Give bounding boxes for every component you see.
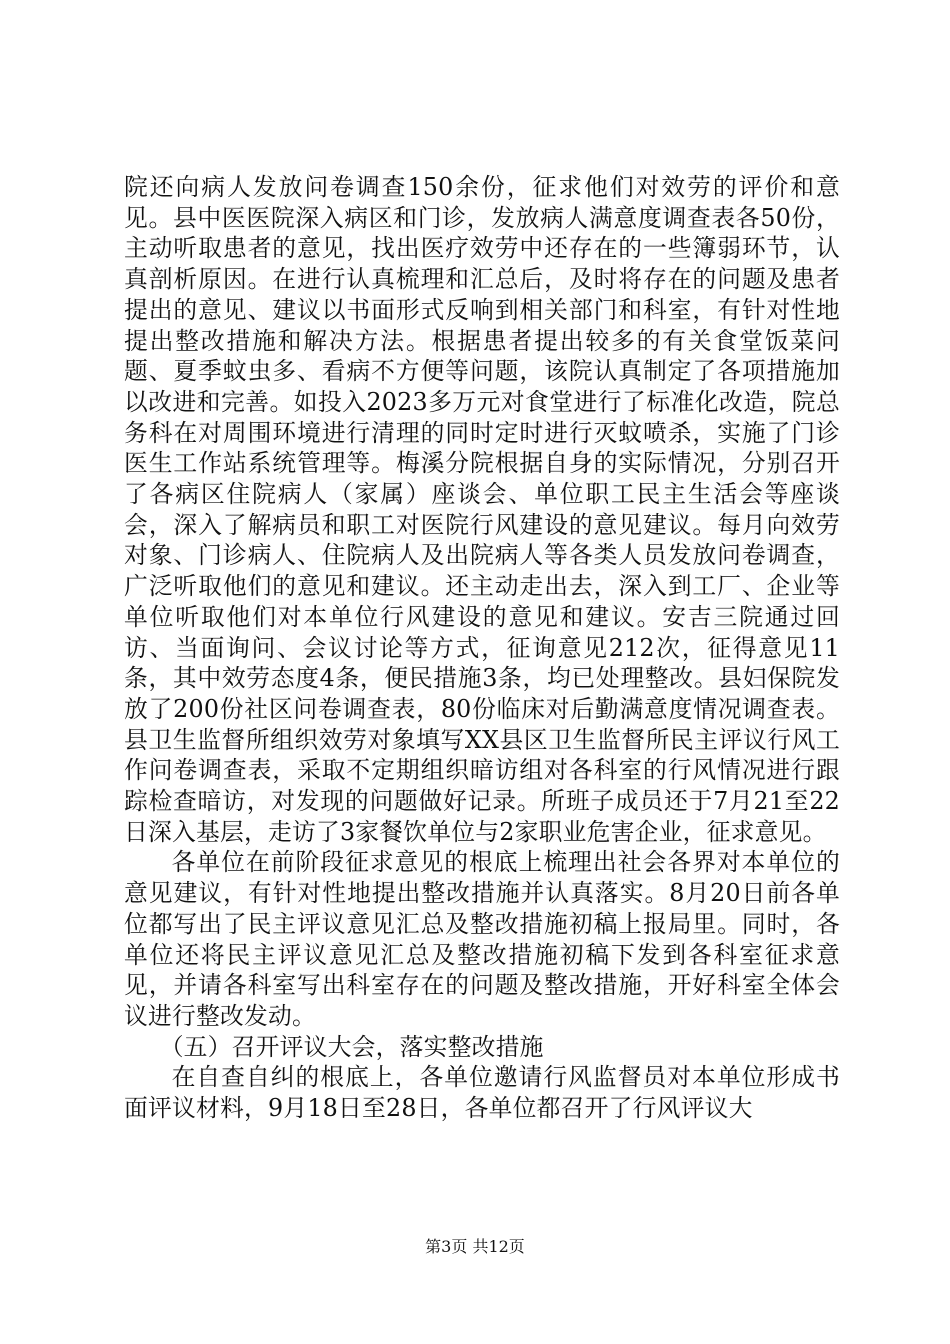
paragraph-hospital-surveys: 院还向病人发放问卷调查150余份，征求他们对效劳的评价和意见。县中医医院深入病区和门诊，发放病人满意度调查表各50份，主动听取患者的意见，找出医疗效劳中还存在的一些簿弱环节，认真剖析原因。在进行认真梳理和汇总后，及时将存在的问题及患者提出的意见、建议以书面形式反响到相关部门和科室，有针对性地提出整改措施和解决方法。根据患者提出较多的有关食堂饭菜问题、夏季蚊虫多、看病不方便等问题，该院认真制定了各项措施加以改进和完善。如投入2023多万元对食堂进行了标准化改造，院总务科在对周围环境进行清理的同时定时进行灭蚊喷杀，实施了门诊医生工作站系统管理等。梅溪分院根据自身的实际情况，分别召开了各病区住院病人（家属）座谈会、单位职工民主生活会等座谈会，深入了解病员和职工对医院行风建设的意见建议。每月向效劳对象、门诊病人、住院病人及出院病人等各类人员发放问卷调查，广泛听取他们的意见和建议。还主动走出去，深入到工厂、企业等单位听取他们对本单位行风建设的意见和建议。安吉三院通过回访、当面询问、会议讨论等方式，征询意见212次，征得意见11条，其中效劳态度4条，便民措施3条，均已处理整改。县妇保院发放了200份社区问卷调查表，80份临床对后勤满意度情况调查表。县卫生监督所组织效劳对象填写XX县区卫生监督所民主评议行风工作问卷调查表，采取不定期组织暗访组对各科室的行风情况进行跟踪检查暗访，对发现的问题做好记录。所班子成员还于7月21至22日深入基层，走访了3家餐饮单位与2家职业危害企业，征求意见。 — [124, 173, 840, 846]
section-heading-five: （五）召开评议大会，落实整改措施 — [159, 1032, 544, 1061]
paragraph-evaluation-meetings: 在自查自纠的根底上，各单位邀请行风监督员对本单位形成书面评议材料，9月18日至28日，各单位都召开了行风评议大 — [124, 1063, 840, 1123]
paragraph-rectification-drafts: 各单位在前阶段征求意见的根底上梳理出社会各界对本单位的意见建议，有针对性地提出整改措施并认真落实。8月20日前各单位都写出了民主评议意见汇总及整改措施初稿上报局里。同时，各单位还将民主评议意见汇总及整改措施初稿下发到各科室征求意见，并请各科室写出科室存在的问题及整改措施，开好科室全体会议进行整改发动。 — [124, 848, 840, 1030]
document-body — [124, 172, 840, 1124]
page-number-footer: 第3页 共12页 — [425, 1237, 525, 1256]
